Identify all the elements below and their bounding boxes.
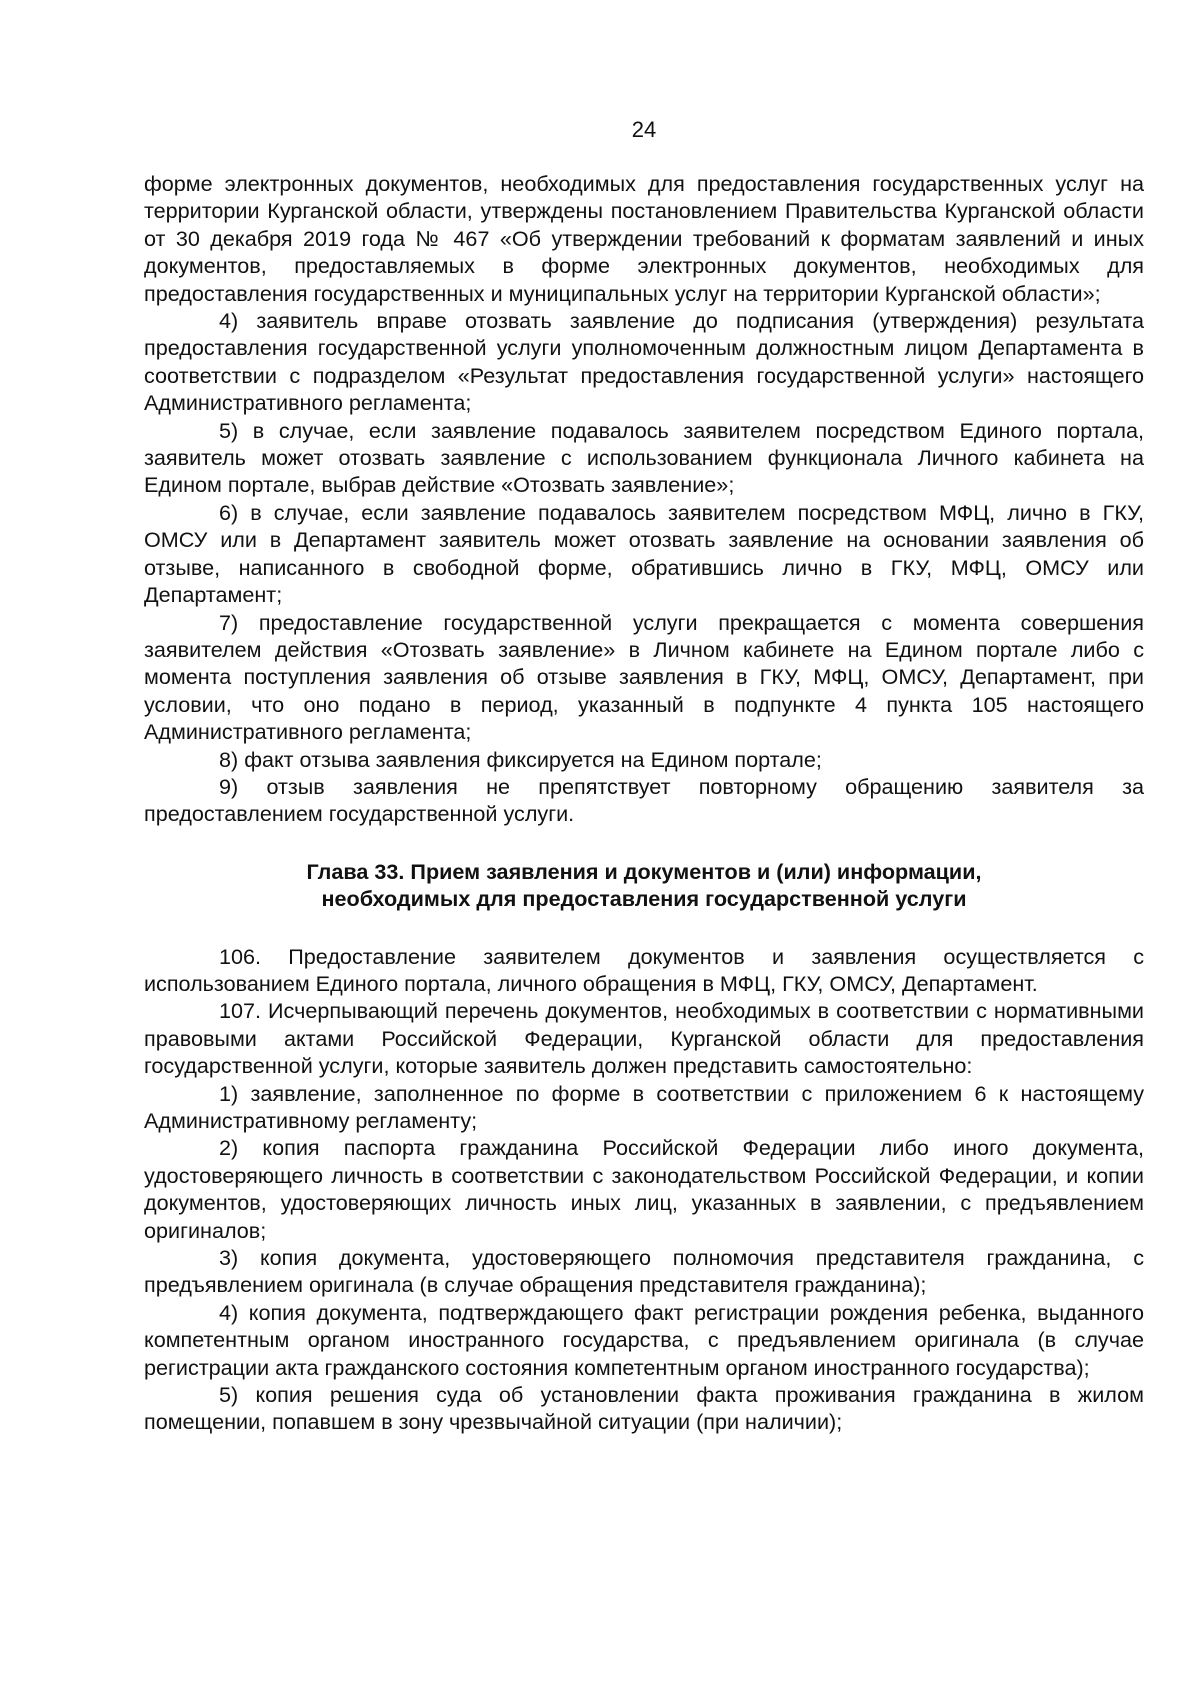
page-number: 24 — [631, 117, 657, 142]
paragraph-107-item-5: 5) копия решения суда об установлении факта проживания гражданина в жилом помещении, попавшем в зону чрезвычайной ситуации (при наличии); — [144, 1382, 1144, 1435]
paragraph-item-7: 7) предоставление государственной услуги прекращается с момента совершения заявителем действия «Отозвать заявление» в Личном кабинете на Едином портале либо с момента поступления заявления об отзыве заявления в ГКУ, МФЦ, ОМСУ, Департамент, при условии, что оно подано в период, указанный в подпункте 4 пункта 105 настоящего Административного регламента; — [144, 609, 1144, 745]
paragraph-item-4: 4) заявитель вправе отозвать заявление до подписания (утверждения) результата предоставления государственной услуги уполномоченным должностным лицом Департамента в соответствии с подразделом «Результат предоставления государственной услуги» настоящего Административного регламента; — [144, 308, 1144, 416]
paragraph-106: 106. Предоставление заявителем документов и заявления осуществляется с использованием Единого портала, личного обращения в МФЦ, ГКУ, ОМСУ, Департамент. — [144, 943, 1144, 996]
paragraph-item-9: 9) отзыв заявления не препятствует повторному обращению заявителя за предоставлением государственной услуги. — [144, 773, 1144, 827]
chapter-heading — [144, 858, 1144, 913]
paragraph-107: 107. Исчерпывающий перечень документов, необходимых в соответствии с нормативными правовыми актами Российской Федерации, Курганской области для предоставления государственной услуги, которые заявитель должен представить самостоятельно: — [144, 998, 1144, 1079]
paragraph-107-item-4: 4) копия документа, подтверждающего факт регистрации рождения ребенка, выданного компетентным органом иностранного государства, с предъявлением оригинала (в случае регистрации акта гражданского состояния компетентным органом иностранного государства); — [144, 1299, 1144, 1380]
paragraph-107-item-3: 3) копия документа, удостоверяющего полномочия представителя гражданина, с предъявлением оригинала (в случае обращения представителя гражданина); — [144, 1245, 1144, 1298]
paragraph-item-8: 8) факт отзыва заявления фиксируется на Едином портале; — [219, 746, 822, 772]
chapter-heading-line-1: Глава 33. Прием заявления и документов и (или) информации, — [306, 858, 982, 884]
document-body — [144, 170, 1144, 1436]
paragraph-107-item-1: 1) заявление, заполненное по форме в соответствии с приложением 6 к настоящему Административному регламенту; — [144, 1080, 1144, 1133]
paragraph-continuation: форме электронных документов, необходимых для предоставления государственных услуг на территории Курганской области, утверждены постановлением Правительства Курганской области от 30 декабря 2019 года № 467 «Об утверждении требований к форматам заявлений и иных документов, предоставляемых в форме электронных документов, необходимых для предоставления государственных и муниципальных услуг на территории Курганской области»; — [144, 171, 1144, 306]
paragraph-item-6: 6) в случае, если заявление подавалось заявителем посредством МФЦ, лично в ГКУ, ОМСУ или в Департамент заявитель может отозвать заявление на основании заявления об отзыве, написанного в свободной форме, обратившись лично в ГКУ, МФЦ, ОМСУ или Департамент; — [144, 499, 1144, 608]
paragraph-107-item-2: 2) копия паспорта гражданина Российской Федерации либо иного документа, удостоверяющего личность в соответствии с законодательством Российской Федерации, и копии документов, удостоверяющих личность иных лиц, указанных в заявлении, с предъявлением оригиналов; — [144, 1135, 1144, 1243]
chapter-heading-line-2: необходимых для предоставления государственной услуги — [321, 886, 967, 912]
paragraph-item-5: 5) в случае, если заявление подавалось заявителем посредством Единого портала, заявитель может отозвать заявление с использованием функционала Личного кабинета на Едином портале, выбрав действие «Отозвать заявление»; — [144, 417, 1144, 498]
